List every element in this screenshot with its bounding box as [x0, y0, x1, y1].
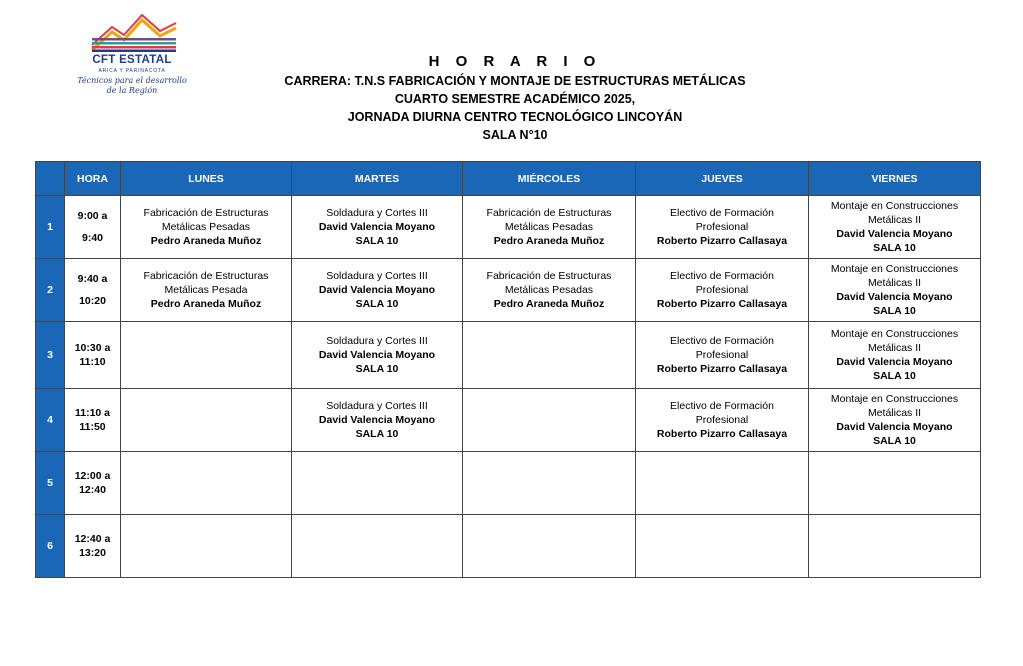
- instructor-name: David Valencia Moyano: [318, 414, 436, 426]
- instructor-name: Roberto Pizarro Callasaya: [656, 428, 788, 440]
- class-cell-martes: [292, 259, 463, 322]
- logo-brand: CFT ESTATAL: [92, 54, 172, 66]
- course-name-cont: Metálicas II: [867, 407, 922, 419]
- class-cell-jueves: [636, 515, 809, 578]
- instructor-name: Roberto Pizarro Callasaya: [656, 363, 788, 375]
- schedule-table: [35, 161, 981, 578]
- time-slot: [65, 389, 121, 452]
- table-row: [36, 389, 981, 452]
- career-line: CARRERA: T.N.S FABRICACIÓN Y MONTAJE DE ESTRUCTURAS METÁLICAS: [284, 74, 746, 88]
- time-end: 10:20: [79, 295, 106, 307]
- class-cell-jueves: [636, 452, 809, 515]
- course-name-cont: Profesional: [695, 284, 749, 296]
- row-number: 2: [36, 259, 65, 322]
- course-name: Electivo de Formación: [670, 270, 774, 282]
- course-name: Montaje en Construcciones: [830, 200, 959, 212]
- instructor-name: David Valencia Moyano: [318, 349, 436, 361]
- class-cell-miercoles: [463, 452, 636, 515]
- table-row: [36, 452, 981, 515]
- class-cell-miercoles: [463, 322, 636, 389]
- course-name: Montaje en Construcciones: [830, 328, 959, 340]
- time-start: 11:10 a: [74, 407, 111, 419]
- class-cell-viernes: [809, 196, 981, 259]
- logo-tagline-2: de la Región: [106, 86, 158, 95]
- header-hora: HORA: [65, 162, 121, 196]
- institution-logo: [77, 14, 187, 100]
- instructor-name: Pedro Araneda Muñoz: [493, 298, 605, 310]
- time-start: 12:40 a: [74, 533, 111, 545]
- time-start: 9:00 a: [77, 210, 108, 222]
- table-row: [36, 515, 981, 578]
- class-cell-lunes: [121, 322, 292, 389]
- row-number: 5: [36, 452, 65, 515]
- class-cell-miercoles: [463, 389, 636, 452]
- course-name-cont: Profesional: [695, 221, 749, 233]
- course-name-cont: Profesional: [695, 414, 749, 426]
- header-martes: MARTES: [292, 162, 463, 196]
- instructor-name: David Valencia Moyano: [836, 421, 953, 433]
- course-name: Fabricación de Estructuras: [143, 207, 269, 219]
- course-name-cont: Metálicas II: [867, 277, 922, 289]
- header-viernes: VIERNES: [809, 162, 981, 196]
- class-cell-martes: [292, 515, 463, 578]
- course-name: Fabricación de Estructuras: [486, 270, 612, 282]
- room-label: SALA 10: [355, 298, 399, 310]
- row-number: 4: [36, 389, 65, 452]
- mountain-stripes-icon: [90, 14, 178, 52]
- room-label: SALA 10: [873, 305, 916, 317]
- instructor-name: David Valencia Moyano: [836, 228, 953, 240]
- row-number: 6: [36, 515, 65, 578]
- class-cell-miercoles: [463, 515, 636, 578]
- class-cell-martes: [292, 196, 463, 259]
- instructor-name: David Valencia Moyano: [318, 221, 436, 233]
- time-start: 10:30 a: [74, 342, 111, 354]
- class-cell-jueves: [636, 196, 809, 259]
- course-name-cont: Metálicas Pesadas: [504, 284, 594, 296]
- table-row: [36, 196, 981, 259]
- class-cell-jueves: [636, 259, 809, 322]
- time-slot: [65, 322, 121, 389]
- room-line: SALA N°10: [482, 128, 548, 142]
- time-end: 13:20: [79, 547, 106, 559]
- course-name: Montaje en Construcciones: [830, 393, 959, 405]
- class-cell-lunes: [121, 196, 292, 259]
- class-cell-viernes: [809, 515, 981, 578]
- course-name-cont: Metálicas Pesadas: [161, 221, 251, 233]
- instructor-name: David Valencia Moyano: [836, 291, 953, 303]
- time-slot: [65, 515, 121, 578]
- class-cell-viernes: [809, 389, 981, 452]
- time-start: 9:40 a: [77, 273, 108, 285]
- row-number: 1: [36, 196, 65, 259]
- room-label: SALA 10: [355, 235, 399, 247]
- course-name: Soldadura y Cortes III: [326, 270, 428, 282]
- time-end: 12:40: [79, 484, 106, 496]
- class-cell-viernes: [809, 259, 981, 322]
- row-number: 3: [36, 322, 65, 389]
- course-name: Soldadura y Cortes III: [326, 207, 428, 219]
- room-label: SALA 10: [355, 363, 399, 375]
- class-cell-viernes: [809, 322, 981, 389]
- room-label: SALA 10: [873, 242, 916, 254]
- time-end: 11:50: [79, 421, 106, 433]
- class-cell-miercoles: [463, 196, 636, 259]
- logo-tagline-1: Técnicos para el desarrollo: [77, 76, 187, 85]
- header-lunes: LUNES: [121, 162, 292, 196]
- time-slot: [65, 259, 121, 322]
- header-num-cell: [36, 162, 65, 196]
- room-label: SALA 10: [873, 435, 916, 447]
- instructor-name: Roberto Pizarro Callasaya: [656, 235, 788, 247]
- instructor-name: Roberto Pizarro Callasaya: [656, 298, 788, 310]
- course-name: Electivo de Formación: [670, 400, 774, 412]
- course-name: Fabricación de Estructuras: [143, 270, 269, 282]
- header-jueves: JUEVES: [636, 162, 809, 196]
- instructor-name: David Valencia Moyano: [836, 356, 953, 368]
- room-label: SALA 10: [873, 370, 916, 382]
- class-cell-jueves: [636, 322, 809, 389]
- course-name: Montaje en Construcciones: [830, 263, 959, 275]
- class-cell-lunes: [121, 259, 292, 322]
- class-cell-lunes: [121, 515, 292, 578]
- time-start: 12:00 a: [74, 470, 111, 482]
- campus-line: JORNADA DIURNA CENTRO TECNOLÓGICO LINCOYÁN: [347, 110, 683, 124]
- course-name: Soldadura y Cortes III: [326, 400, 428, 412]
- logo-subtitle: ARICA Y PARINACOTA: [98, 68, 166, 74]
- course-name: Fabricación de Estructuras: [486, 207, 612, 219]
- instructor-name: Pedro Araneda Muñoz: [150, 235, 262, 247]
- course-name-cont: Metálicas II: [867, 214, 922, 226]
- class-cell-jueves: [636, 389, 809, 452]
- page-title: H O R A R I O: [428, 53, 602, 70]
- table-row: [36, 259, 981, 322]
- instructor-name: David Valencia Moyano: [318, 284, 436, 296]
- course-name: Electivo de Formación: [670, 207, 774, 219]
- course-name-cont: Metálicas II: [867, 342, 922, 354]
- class-cell-martes: [292, 322, 463, 389]
- room-label: SALA 10: [355, 428, 399, 440]
- class-cell-martes: [292, 452, 463, 515]
- time-end: 9:40: [81, 232, 103, 244]
- class-cell-martes: [292, 389, 463, 452]
- table-row: [36, 322, 981, 389]
- course-name-cont: Metálicas Pesada: [164, 284, 248, 296]
- course-name: Soldadura y Cortes III: [326, 335, 428, 347]
- class-cell-miercoles: [463, 259, 636, 322]
- logo-tagline: [76, 76, 188, 96]
- class-cell-viernes: [809, 452, 981, 515]
- table-header-row: [36, 162, 981, 196]
- semester-line: CUARTO SEMESTRE ACADÉMICO 2025,: [394, 92, 636, 106]
- time-slot: [65, 196, 121, 259]
- document-header: [215, 52, 815, 144]
- time-slot: [65, 452, 121, 515]
- instructor-name: Pedro Araneda Muñoz: [150, 298, 262, 310]
- course-name-cont: Profesional: [695, 349, 749, 361]
- class-cell-lunes: [121, 389, 292, 452]
- time-end: 11:10: [79, 356, 106, 368]
- header-miercoles: MIÉRCOLES: [463, 162, 636, 196]
- class-cell-lunes: [121, 452, 292, 515]
- instructor-name: Pedro Araneda Muñoz: [493, 235, 605, 247]
- course-name-cont: Metálicas Pesadas: [504, 221, 594, 233]
- course-name: Electivo de Formación: [670, 335, 774, 347]
